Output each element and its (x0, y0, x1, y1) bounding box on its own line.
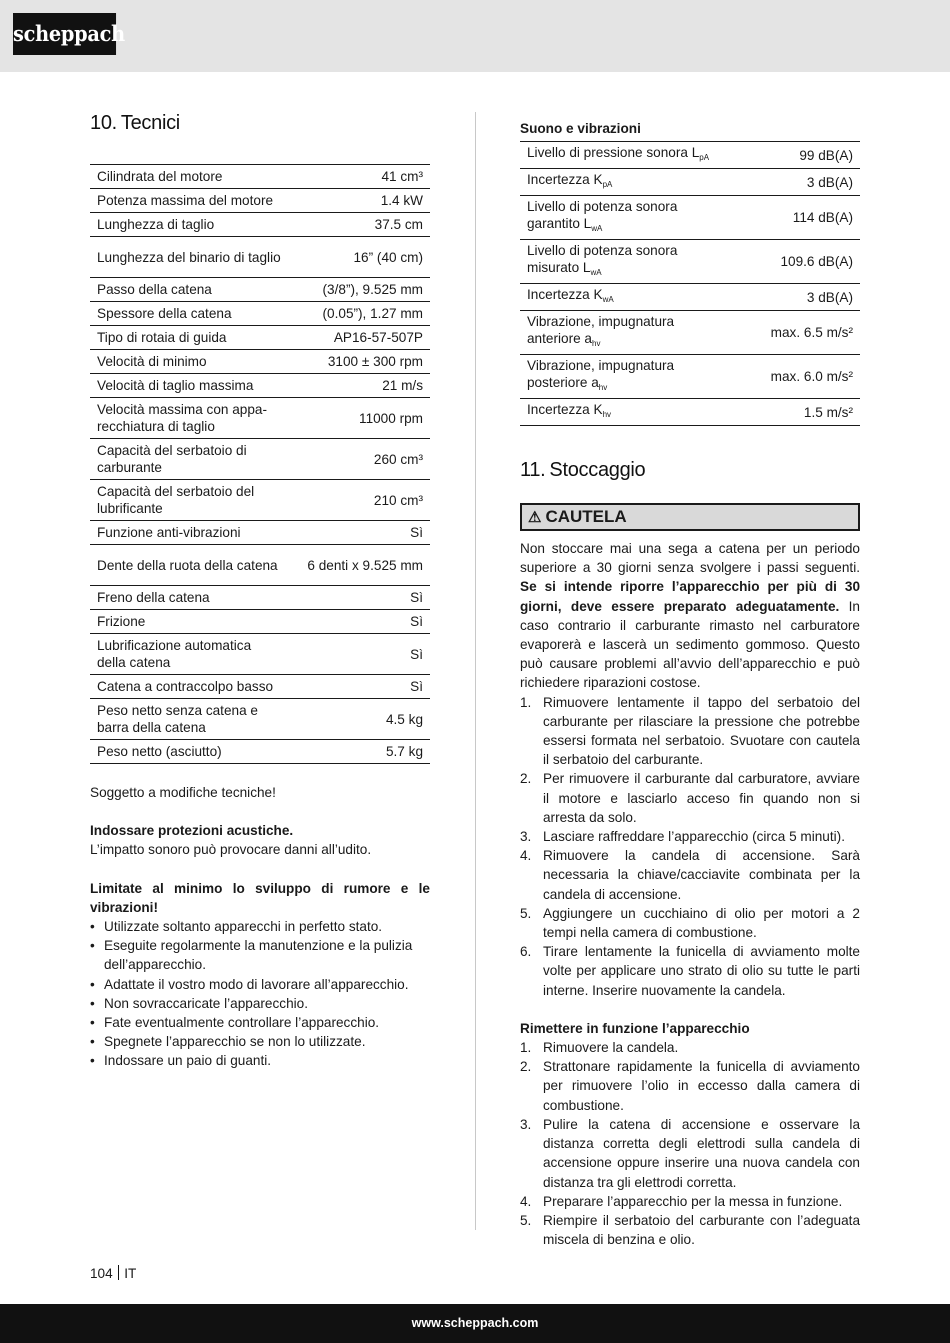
spec-value: 1.4 kW (290, 189, 430, 213)
sound-label: Vibrazione, impugnatura posteriore $a_{hv}$ (520, 355, 720, 399)
spec-label: Lubrificazione automatica della catena (90, 634, 290, 675)
spec-label: Passo della catena (90, 278, 290, 302)
sound-row (520, 284, 860, 311)
spec-label: Velocità di minimo (90, 350, 290, 374)
spec-value: (3/8”), 9.525 mm (290, 278, 430, 302)
hearing-text: L’impatto sonoro può provocare danni all’udito. (90, 842, 372, 858)
page-number: 104 IT (90, 1266, 137, 1281)
sound-row (520, 240, 860, 284)
spec-value: (0.05”), 1.27 mm (290, 302, 430, 326)
bullet-item: • Fate eventualmente controllare l’apparecchio. (90, 1013, 430, 1032)
spec-row (90, 350, 430, 374)
numbered-step: 5. Aggiungere un cucchiaino di olio per motori a 2 tempi nella camera di combustione. (520, 905, 860, 941)
specs-table (90, 164, 430, 764)
numbered-step: 3. Pulire la catena di accensione e osservare la distanza corretta degli elettrodi sulla candela di accensione oppure inserire una nuova candela con distanza tra gli elettrodi corretta. (520, 1116, 860, 1190)
spec-value: 6 denti x 9.525 mm (290, 545, 430, 586)
spec-row (90, 699, 430, 740)
storage-steps (520, 693, 860, 1000)
spec-value: Sì (290, 675, 430, 699)
warning-triangle-icon: ⚠ (528, 509, 542, 526)
numbered-step: 3. Lasciare raffreddare l’apparecchio (circa 5 minuti). (520, 829, 845, 845)
bullet-dot-icon: • (90, 1034, 95, 1050)
limit-title: Limitate al minimo lo sviluppo di rumore e le vibrazioni! (90, 880, 430, 915)
left-column (90, 112, 430, 1071)
spec-value: 260 cm³ (290, 439, 430, 480)
sound-value: max. 6.5 m/s² (720, 311, 860, 355)
sound-row (520, 169, 860, 196)
bullet-dot-icon: • (90, 938, 95, 954)
sound-value: 109.6 dB(A) (720, 240, 860, 284)
sound-row (520, 311, 860, 355)
spec-label: Tipo di rotaia di guida (90, 326, 290, 350)
spec-row (90, 302, 430, 326)
sound-value: 1.5 m/s² (720, 399, 860, 426)
bullet-dot-icon: • (90, 976, 95, 992)
spec-row (90, 634, 430, 675)
bullet-dot-icon: • (90, 995, 95, 1011)
sound-value: 114 dB(A) (720, 196, 860, 240)
spec-label: Lunghezza del binario di taglio (90, 237, 290, 278)
tech-note: Soggetto a modifiche tecniche! (90, 785, 276, 800)
bullet-item: • Eseguite regolarmente la manutenzione e la pulizia dell’apparecchio. (90, 938, 413, 973)
storage-intro: Non stoccare mai una sega a catena per un periodo superiore a 30 giorni senza svolgere i passi seguenti. Se si intende riporre l’apparecchio per più di 30 giorni, deve essere preparato adeguatamente. In caso contrario il carburante rimasto nel carburatore evaporerà e lascerà un sedimento gommoso. Questo può causare problemi all’avvio dell’apparecchio e può richiedere riparazioni costose. (520, 541, 860, 691)
spec-label: Spessore della catena (90, 302, 290, 326)
bullet-item: • Adattate il vostro modo di lavorare all’apparecchio. (90, 975, 430, 994)
sound-row (520, 399, 860, 426)
spec-row (90, 610, 430, 634)
sound-value: 3 dB(A) (720, 284, 860, 311)
section-heading-stoccaggio: 11. Stoccaggio (520, 459, 646, 481)
spec-row (90, 213, 430, 237)
spec-label: Capacità del serbatoio del lubrificante (90, 480, 290, 521)
spec-value: 4.5 kg (290, 699, 430, 740)
spec-value: 210 cm³ (290, 480, 430, 521)
numbered-step: 4. Rimuovere la candela di accensione. Sarà necessaria la chiave/cacciavite combinata per la candela di accensione. (520, 848, 860, 902)
column-divider (475, 112, 476, 1230)
bullet-dot-icon: • (90, 919, 95, 935)
numbered-step: 2. Per rimuovere il carburante dal carburatore, avviare il motore e lasciarlo acceso fin quando non si arresta da solo. (520, 771, 860, 825)
restart-title: Rimettere in funzione l’apparecchio (520, 1020, 750, 1036)
numbered-step: 1. Rimuovere la candela. (520, 1040, 679, 1056)
restart-steps (520, 1038, 860, 1249)
spec-row (90, 398, 430, 439)
spec-label: Peso netto (asciutto) (90, 740, 290, 764)
spec-label: Catena a contraccolpo basso (90, 675, 290, 699)
bullet-item: • Non sovraccaricate l’apparecchio. (90, 994, 430, 1013)
spec-value: Sì (290, 610, 430, 634)
numbered-step: 4. Preparare l’apparecchio per la messa in funzione. (520, 1193, 843, 1209)
section-heading-tecnici: 10. Tecnici (90, 112, 180, 134)
spec-label: Peso netto senza catena e barra della catena (90, 699, 290, 740)
bullet-dot-icon: • (90, 1053, 95, 1069)
spec-row (90, 237, 430, 278)
spec-row (90, 521, 430, 545)
spec-value: 5.7 kg (290, 740, 430, 764)
spec-row (90, 278, 430, 302)
hearing-title: Indossare protezioni acustiche. (90, 823, 294, 839)
header-band (0, 0, 950, 72)
sound-title: Suono e vibrazioni (520, 121, 641, 136)
sound-label: Livello di potenza sonora misurato $L_{wA}$ (520, 240, 720, 284)
spec-value: AP16-57-507P (290, 326, 430, 350)
spec-label: Capacità del serbatoio di carburante (90, 439, 290, 480)
spec-row (90, 374, 430, 398)
bullet-item: • Utilizzate soltanto apparecchi in perfetto stato. (90, 917, 430, 936)
spec-label: Lunghezza di taglio (90, 213, 290, 237)
sound-value: max. 6.0 m/s² (720, 355, 860, 399)
spec-row (90, 480, 430, 521)
spec-row (90, 439, 430, 480)
spec-value: Sì (290, 521, 430, 545)
spec-label: Dente della ruota della catena (90, 545, 290, 586)
sound-label: Incertezza $K_{hv}$ (520, 399, 720, 426)
numbered-step: 5. Riempire il serbatoio del carburante con l’adeguata miscela di benzina e olio. (520, 1212, 860, 1248)
sound-label: Incertezza $K_{pA}$ (520, 169, 720, 196)
sound-value: 99 dB(A) (720, 142, 860, 169)
spec-row (90, 189, 430, 213)
bullet-item: • Indossare un paio di guanti. (90, 1051, 430, 1070)
spec-row (90, 586, 430, 610)
sound-row (520, 355, 860, 399)
spec-row (90, 165, 430, 189)
spec-value: 37.5 cm (290, 213, 430, 237)
numbered-step: 1. Rimuovere lentamente il tappo del serbatoio del carburante per rilasciare la pressione che potrebbe essersi formata nel serbatoio. Svuotare con cautela il serbatoio del carburante. (520, 694, 860, 768)
spec-value: Sì (290, 586, 430, 610)
spec-value: 41 cm³ (290, 165, 430, 189)
sound-value: 3 dB(A) (720, 169, 860, 196)
spec-row (90, 675, 430, 699)
numbered-step: 2. Strattonare rapidamente la funicella di avviamento per rimuovere l’olio in eccesso dalla camera di combustione. (520, 1059, 860, 1113)
spec-label: Funzione anti-vibrazioni (90, 521, 290, 545)
spec-label: Velocità massima con appa-recchiatura di taglio (90, 398, 290, 439)
caution-label: CAUTELA (545, 507, 627, 526)
spec-label: Cilindrata del motore (90, 165, 290, 189)
caution-box (520, 503, 860, 531)
spec-label: Velocità di taglio massima (90, 374, 290, 398)
page-separator (118, 1265, 120, 1280)
spec-value: Sì (290, 634, 430, 675)
footer-url: www.scheppach.com (411, 1316, 539, 1330)
spec-row (90, 545, 430, 586)
sound-label: Livello di potenza sonora garantito $L_{wA}$ (520, 196, 720, 240)
right-column (520, 120, 860, 1249)
numbered-step: 6. Tirare lentamente la funicella di avviamento molte volte per applicare uno strato di olio su tutte le parti interne. Inserire nuovamente la candela. (520, 944, 860, 998)
spec-value: 3100 ± 300 rpm (290, 350, 430, 374)
spec-label: Freno della catena (90, 586, 290, 610)
bullet-dot-icon: • (90, 1015, 95, 1031)
sound-row (520, 196, 860, 240)
spec-value: 16” (40 cm) (290, 237, 430, 278)
spec-row (90, 326, 430, 350)
spec-row (90, 740, 430, 764)
sound-row (520, 142, 860, 169)
spec-value: 11000 rpm (290, 398, 430, 439)
sound-table (520, 141, 860, 426)
sound-label: Incertezza $K_{wA}$ (520, 284, 720, 311)
spec-label: Frizione (90, 610, 290, 634)
safety-bullets (90, 917, 430, 1071)
bullet-item: • Spegnete l’apparecchio se non lo utilizzate. (90, 1032, 430, 1051)
spec-label: Potenza massima del motore (90, 189, 290, 213)
sound-label: Livello di pressione sonora $L_{pA}$ (520, 142, 720, 169)
brand-logo: scheppach (13, 13, 116, 55)
spec-value: 21 m/s (290, 374, 430, 398)
sound-label: Vibrazione, impugnatura anteriore $a_{hv}$ (520, 311, 720, 355)
